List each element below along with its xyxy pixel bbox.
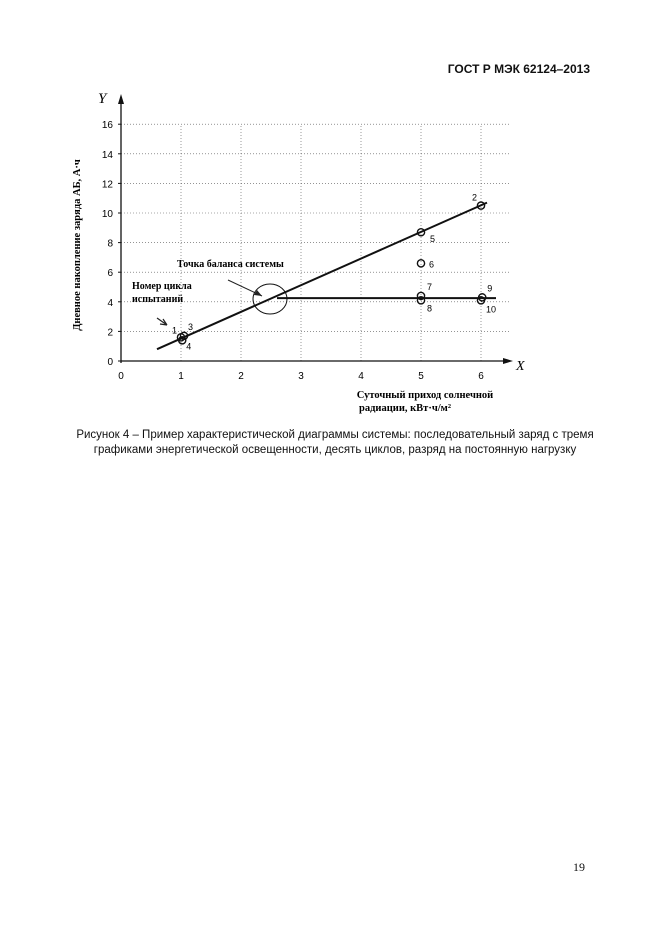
y-axis-arrowhead — [118, 94, 124, 104]
data-point-label-8: 8 — [427, 303, 433, 314]
series-line-1 — [157, 203, 487, 350]
data-point-label-5: 5 — [430, 234, 436, 245]
y-axis-letter: Y — [98, 91, 107, 107]
data-point-label-1: 1 — [172, 325, 178, 336]
x-axis-arrowhead — [503, 358, 513, 364]
characteristic-chart — [0, 0, 661, 420]
x-tick-label: 6 — [478, 371, 484, 382]
y-tick-label: 2 — [107, 327, 113, 339]
caption-line-2: графиками энергетической освещенности, десять циклов, разряд на постоянную нагрузку — [93, 444, 577, 456]
data-point-label-7: 7 — [427, 281, 433, 292]
data-point-label-10: 10 — [486, 304, 497, 315]
x-tick-label: 2 — [238, 371, 244, 382]
document-header: ГОСТ Р МЭК 62124–2013 — [447, 62, 590, 76]
y-tick-label: 6 — [107, 268, 113, 280]
x-tick-label: 1 — [178, 371, 184, 382]
annotation-balance-point: Точка баланса системы — [177, 259, 284, 270]
page-number: 19 — [573, 860, 585, 874]
data-point-label-3: 3 — [188, 321, 194, 332]
y-tick-label: 8 — [107, 238, 113, 250]
data-point-label-9: 9 — [487, 283, 493, 294]
y-tick-label: 12 — [101, 179, 113, 191]
data-point-6 — [417, 260, 424, 267]
x-tick-label: 3 — [298, 371, 304, 382]
y-tick-label: 4 — [107, 297, 113, 309]
x-axis-letter: X — [516, 359, 525, 374]
y-tick-label: 0 — [107, 357, 113, 368]
caption-line-1: Рисунок 4 – Пример характеристической диаграммы системы: последовательный заряд с тремя — [76, 429, 594, 441]
grid — [121, 124, 511, 361]
y-tick-label: 14 — [101, 149, 113, 161]
x-tick-label: 0 — [118, 371, 124, 382]
annotation-cycle-number-line1: Номер цикла — [132, 281, 192, 292]
x-axis-label-line2: радиации, кВт·ч/м² — [359, 403, 451, 414]
x-tick-label: 4 — [358, 371, 364, 382]
data-point-label-2: 2 — [472, 192, 478, 203]
y-tick-label: 16 — [101, 120, 113, 132]
data-point-label-4: 4 — [186, 341, 192, 352]
axes — [102, 94, 513, 382]
y-axis-label: Дневное накопление заряда АБ, А·ч — [72, 159, 83, 331]
data-point-label-6: 6 — [429, 259, 435, 270]
annotation-cycle-number-line2: испытаний — [132, 294, 184, 305]
series-lines — [157, 203, 496, 350]
figure-caption — [60, 428, 610, 458]
x-tick-label: 5 — [418, 371, 424, 382]
y-tick-label: 10 — [101, 209, 113, 220]
cycle-number-arrow — [157, 318, 167, 325]
x-axis-label-line1: Суточный приход солнечной — [356, 390, 494, 401]
